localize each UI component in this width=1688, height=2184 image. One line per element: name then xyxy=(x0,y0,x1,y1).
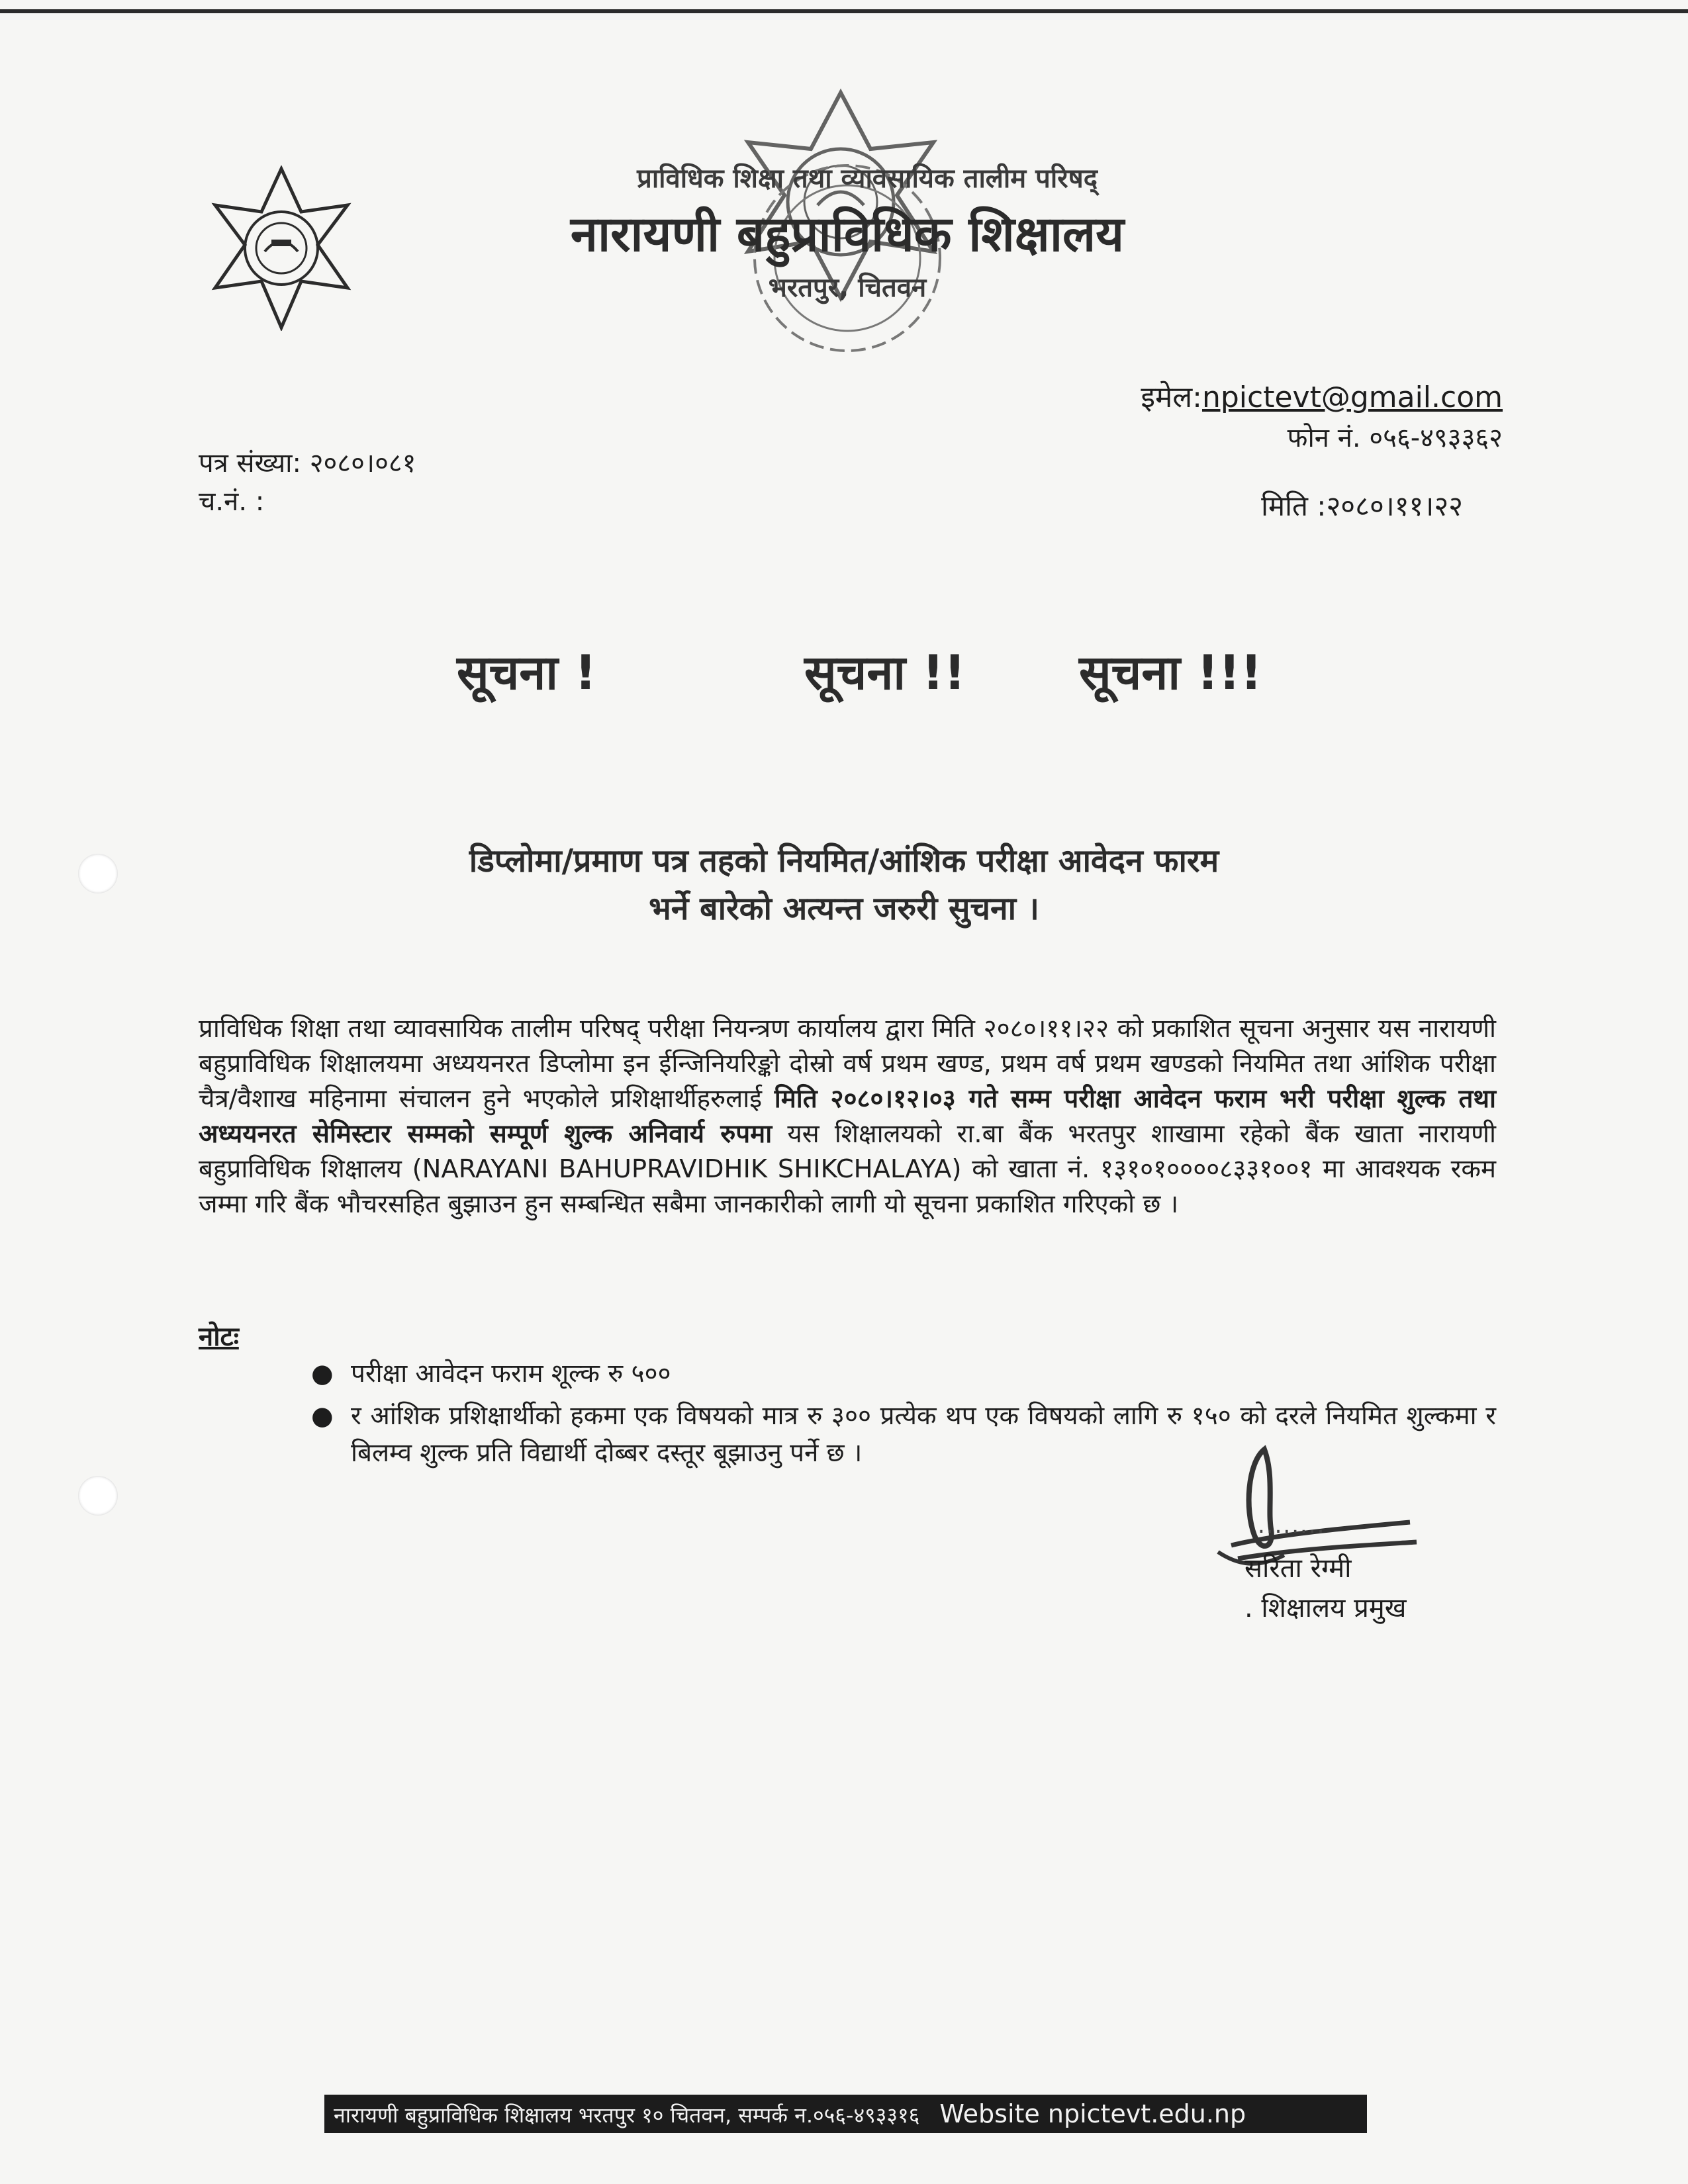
list-item xyxy=(311,1355,1496,1392)
note-item-text: परीक्षा आवेदन फराम शूल्क रु ५०० xyxy=(351,1359,671,1388)
body-part-1: प्राविधिक शिक्षा तथा व्यावसायिक तालीम परिषद् परीक्षा नियन्त्रण कार्यालय द्वारा मिति २०८०।११।२२ को प्रकाशित सूचना अनुसार यस नारायणी बहुप्राविधिक शिक्षालयमा अध्ययनरत डिप्लोमा इन ईन्जिनियरिङ्को दोस्रो वर्ष प्रथम खण्ड, प्रथम वर्ष प्रथम खण्डको नियमित तथा आंशिक परीक्षा चैत्र/वैशाख महिनामा संचालन हुने भएकोले प्रशिक्षार्थीहरुलाई xyxy=(199,1014,1496,1114)
footer-bar xyxy=(324,2095,1367,2133)
body-deadline-bold: मिति २०८०।१२।०३ गते सम्म परीक्षा आवेदन फराम भरी परीक्षा शुल्क तथा अध्ययनरत सेमिस्टार सम्मको सम्पूर्ण शुल्क अनिवार्य रुपमा xyxy=(199,1084,1496,1149)
notice-heading-2: सूचना !! xyxy=(804,645,966,700)
top-border-rule xyxy=(0,9,1688,13)
punch-hole xyxy=(78,1476,118,1516)
signatory-name: सरिता रेग्मी xyxy=(1244,1553,1352,1584)
notice-body xyxy=(199,1011,1496,1222)
note-heading: नोटः xyxy=(199,1322,239,1352)
body-part-2: यस शिक्षालयको रा.बा बैंक भरतपुर शाखामा रहेको बैंक खाता नारायणी बहुप्राविधिक शिक्षालय (NARAYANI BAHUPRAVIDHIK SHIKCHALAYA) को खाता नं. १३१०१००००८३३१००१ मा आवश्यक रकम जम्मा गरि बैंक भौचरसहित बुझाउन हुन सम्बन्धित सबैमा जानकारीको लागी यो सूचना प्रकाशित गरिएको छ । xyxy=(199,1119,1496,1219)
institution-name: नारायणी बहुप्राविधिक शिक्षालय xyxy=(570,206,1125,263)
email-label: इमेल: xyxy=(1141,381,1202,414)
bullet-icon: ● xyxy=(311,1401,334,1431)
bullet-icon: ● xyxy=(311,1359,334,1388)
subject-line-2: भर्ने बारेको अत्यन्त जरुरी सुचना । xyxy=(649,890,1039,927)
letter-number: पत्र संख्या: २०८०।०८१ xyxy=(199,448,416,478)
ctevt-star-emblem-icon xyxy=(199,165,364,331)
email-line xyxy=(1141,376,1503,416)
notice-heading-3: सूचना !!! xyxy=(1079,645,1262,700)
footer-address: नारायणी बहुप्राविधिक शिक्षालय भरतपुर १० चितवन, सम्पर्क न.०५६-४९३३१६ xyxy=(334,2103,920,2128)
notice-subject xyxy=(265,837,1423,933)
letter-date: मिति :२०८०।११।२२ xyxy=(1261,490,1463,522)
institution-address: भरतपुर, चितवन xyxy=(768,273,927,303)
footer-website[interactable]: Website npictevt.edu.np xyxy=(939,2099,1246,2128)
email-address[interactable]: npictevt@gmail.com xyxy=(1201,381,1503,414)
phone-number: फोन नं. ०५६-४९३३६२ xyxy=(1287,423,1503,453)
notice-heading-1: सूचना ! xyxy=(457,645,596,700)
note-item-text: र आंशिक प्रशिक्षार्थीको हकमा एक विषयको मात्र रु ३०० प्रत्येक थप एक विषयको लागि रु १५० को दरले नियमित शुल्कमा र बिलम्व शुल्क प्रति विद्यार्थी दोब्बर दस्तूर बूझाउनु पर्ने छ । xyxy=(351,1401,1496,1468)
dispatch-number: च.नं. : xyxy=(199,486,265,517)
punch-hole xyxy=(78,854,118,893)
subject-line-1: डिप्लोमा/प्रमाण पत्र तहको नियमित/आंशिक परीक्षा आवेदन फारम xyxy=(469,842,1219,880)
council-name: प्राविधिक शिक्षा तथा व्यावसायिक तालीम परिषद् xyxy=(637,163,1098,194)
signature-dotted-line: ........ xyxy=(1258,1512,1326,1539)
signatory-title: . शिक्षालय प्रमुख xyxy=(1244,1593,1407,1623)
